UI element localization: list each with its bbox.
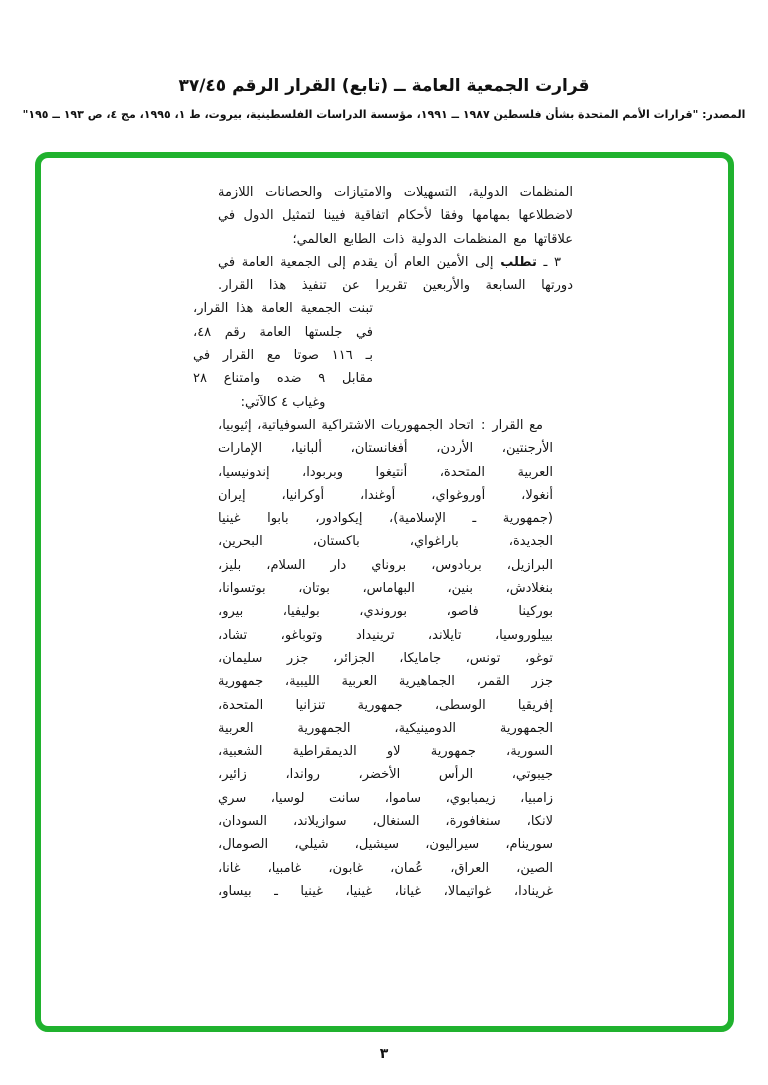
clause-verb-bold: تطلب (500, 254, 537, 270)
country-list-line: لانكا، سنغافورة، السنغال، سوازيلاند، السودان، (218, 814, 553, 830)
country-list-line: العربية المتحدة، أنتيغوا وبربودا، إندونيسيا، (218, 464, 553, 480)
country-list-line: الأرجنتين، الأردن، أفغانستان، ألبانيا، الإمارات (218, 441, 553, 457)
numbered-clause-line (218, 251, 573, 274)
country-list-line: غرينادا، غواتيمالا، غيانا، غينيا، غينيا ـ بيساو، (218, 883, 553, 899)
text-line: المنظمات الدولية، التسهيلات والامتيازات والحصانات اللازمة (218, 185, 573, 200)
country-list-text: اتحاد الجمهوريات الاشتراكية السوفياتية، إثيوبيا، (218, 417, 474, 433)
country-list-line: الصين، العراق، عُمان، غابون، غامبيا، غانا، (218, 860, 553, 876)
source-citation: المصدر: "قرارات الأمم المتحدة بشأن فلسطين ١٩٨٧ ــ ١٩٩١، مؤسسة الدراسات الفلسطينية، بيروت، ط ١، ١٩٩٥، مج ٤، ص ١٩٣ ــ ١٩٥" (22, 108, 746, 121)
country-list-line: (جمهورية ـ الإسلامية)، إيكوادور، بابوا غينيا (218, 511, 553, 527)
vote-with-label: مع القرار (492, 417, 543, 433)
resolution-text-column (193, 181, 573, 903)
country-list-line: زامبيا، زيمبابوي، ساموا، سانت لوسيا، سري (218, 790, 553, 806)
country-list-line: أنغولا، أوروغواي، أوغندا، أوكرانيا، إيران (218, 487, 553, 503)
country-list-line: سورينام، سيراليون، سيشيل، شيلي، الصومال، (218, 837, 553, 853)
countries-in-favour-block (218, 414, 553, 903)
country-list-line: بوركينا فاصو، بوروندي، بوليفيا، بيرو، (218, 604, 553, 620)
country-list-line: توغو، تونس، جامايكا، الجزائر، جزر سليمان، (218, 650, 553, 666)
text-line: دورتها السابعة والأربعين تقريرا عن تنفيذ هذا القرار. (218, 278, 573, 294)
country-list-line: البرازيل، بربادوس، بروناي دار السلام، بليز، (218, 557, 553, 573)
country-list-line: الجديدة، باراغواي، باكستان، البحرين، (218, 534, 553, 550)
text-line: علاقاتها مع المنظمات الدولية ذات الطابع العالمي؛ (292, 231, 573, 247)
country-list-line: جزر القمر، الجماهيرية العربية الليبية، جمهورية (218, 674, 553, 690)
vote-record-line: مقابل ٩ ضده وامتناع ٢٨ (193, 371, 373, 387)
vote-record-line: بـ ١١٦ صوتا مع القرار في (193, 348, 374, 364)
page-title: قرارت الجمعية العامة ــ (تابع) القرار الرقم ٣٧/٤٥ (178, 76, 590, 96)
country-list-line: بنغلادش، بنين، البهاماس، بوتان، بوتسوانا، (218, 581, 553, 597)
vote-record-block (193, 297, 373, 413)
colon-separator: : (480, 417, 486, 433)
country-list-line: الجمهورية الدومينيكية، الجمهورية العربية (218, 720, 553, 736)
country-list-line: جيبوتي، الرأس الأخضر، رواندا، زائير، (218, 767, 553, 783)
country-list-line: بييلوروسيا، تايلاند، ترينيداد وتوباغو، تشاد، (218, 627, 553, 643)
clause-number: ٣ ـ (536, 254, 562, 270)
clause-text: إلى الأمين العام أن يقدم إلى الجمعية العامة في (218, 254, 501, 270)
country-list-line: إفريقيا الوسطى، جمهورية تنزانيا المتحدة، (218, 697, 553, 713)
vote-record-line: وغياب ٤ كالآتي: (240, 394, 326, 410)
vote-record-line: في جلستها العامة رقم ٤٨، (193, 324, 373, 340)
vote-with-first-line (218, 414, 553, 437)
vote-record-line: تبنت الجمعية العامة هذا القرار، (193, 301, 373, 317)
page-number: ٣ (379, 1046, 389, 1062)
country-list-line: السورية، جمهورية لاو الديمقراطية الشعبية، (218, 744, 553, 760)
text-line: لاضطلاعها بمهامها وفقا لأحكام اتفاقية فيينا لتمثيل الدول في (218, 208, 573, 224)
